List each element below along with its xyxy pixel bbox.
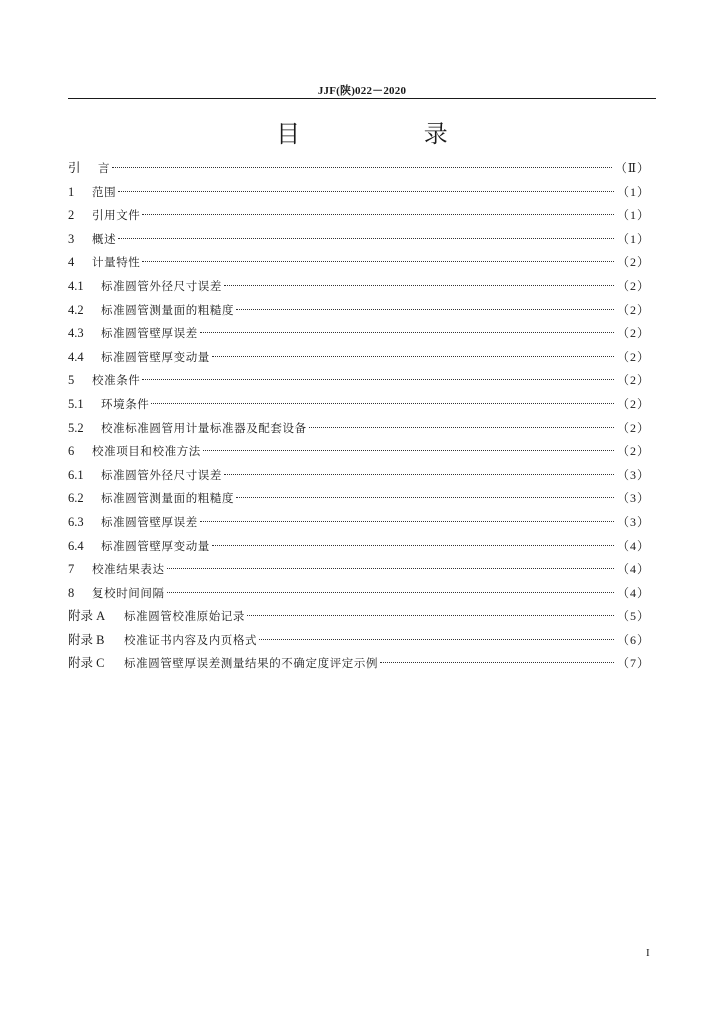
toc-dot-leader	[142, 214, 614, 215]
toc-entry-title: 标准圆管外径尺寸误差	[101, 467, 222, 482]
toc-entry-page: （1）	[616, 231, 650, 246]
toc-entry[interactable]	[68, 440, 650, 464]
toc-entry-number: 4.4	[68, 349, 84, 364]
toc-entry-title: 标准圆管外径尺寸误差	[101, 278, 222, 293]
toc-dot-leader	[380, 662, 614, 663]
toc-entry[interactable]	[68, 369, 650, 393]
toc-entry-number: 5	[68, 373, 75, 388]
toc-entry-page: （2）	[616, 302, 650, 317]
toc-entry-number: 6.3	[68, 514, 84, 529]
toc-entry-page: （6）	[616, 632, 650, 647]
toc-entry-page: （3）	[616, 514, 650, 529]
toc-entry-page: （7）	[616, 656, 650, 671]
toc-entry-title: 计量特性	[92, 255, 141, 270]
toc-entry-title: 标准圆管壁厚变动量	[101, 538, 210, 553]
toc-entry[interactable]	[68, 393, 650, 417]
toc-entry-number: 2	[68, 208, 75, 223]
toc-entry-title: 校准证书内容及内页格式	[124, 632, 258, 647]
toc-entry-page: （3）	[616, 491, 650, 506]
toc-entry-title: 引用文件	[92, 208, 141, 223]
toc-entry-page: （1）	[616, 184, 650, 199]
toc-entry-title: 标准圆管测量面的粗糙度	[101, 491, 235, 506]
toc-entry[interactable]	[68, 487, 650, 511]
page-title: 目 录	[276, 120, 506, 148]
toc-entry-title: 概述	[92, 231, 117, 246]
toc-entry-number: 7	[68, 562, 75, 577]
toc-entry-page: （5）	[616, 609, 650, 624]
toc-dot-leader	[142, 379, 614, 380]
toc-dot-leader	[200, 332, 614, 333]
toc-entry-title: 标准圆管校准原始记录	[124, 609, 245, 624]
toc-entry-number: 6.1	[68, 467, 84, 482]
toc-entry-title: 标准圆管壁厚变动量	[101, 349, 210, 364]
page-number: I	[646, 947, 650, 959]
toc-dot-leader	[236, 497, 614, 498]
toc-entry-page: （4）	[616, 538, 650, 553]
toc-dot-leader	[224, 474, 614, 475]
toc-entry-title: 标准圆管壁厚误差测量结果的不确定度评定示例	[124, 656, 379, 671]
toc-entry-page: （2）	[616, 255, 650, 270]
toc-entry-number: 4	[68, 255, 75, 270]
toc-entry-title: 复校时间间隔	[92, 585, 165, 600]
toc-dot-leader	[118, 238, 614, 239]
toc-entry-number: 附录 C	[68, 656, 105, 671]
toc-entry-title: 标准圆管壁厚误差	[101, 514, 198, 529]
toc-entry-page: （2）	[616, 420, 650, 435]
toc-entry[interactable]	[68, 652, 650, 676]
toc-entry[interactable]	[68, 346, 650, 370]
toc-dot-leader	[118, 191, 614, 192]
table-of-contents	[68, 157, 650, 676]
toc-dot-leader	[236, 309, 614, 310]
toc-dot-leader	[112, 167, 612, 168]
header-rule	[68, 98, 656, 99]
toc-entry[interactable]	[68, 322, 650, 346]
toc-entry-number: 引	[68, 161, 81, 175]
toc-entry-number: 6.2	[68, 491, 84, 506]
toc-entry[interactable]	[68, 181, 650, 205]
toc-entry[interactable]	[68, 251, 650, 275]
toc-entry-page: （2）	[616, 444, 650, 459]
toc-dot-leader	[203, 450, 614, 451]
toc-entry-title: 校准条件	[92, 373, 141, 388]
toc-entry-title: 范围	[92, 184, 117, 199]
toc-entry-number: 3	[68, 231, 75, 246]
toc-entry-number: 4.3	[68, 326, 84, 341]
toc-entry-page: （3）	[616, 467, 650, 482]
document-code: JJF(陕)022－2020	[317, 85, 407, 97]
toc-entry[interactable]	[68, 582, 650, 606]
toc-entry[interactable]	[68, 228, 650, 252]
toc-dot-leader	[212, 356, 614, 357]
toc-dot-leader	[167, 568, 614, 569]
toc-entry[interactable]	[68, 535, 650, 559]
toc-dot-leader	[212, 545, 614, 546]
toc-entry-number: 4.1	[68, 278, 84, 293]
toc-entry-page: （1）	[616, 208, 650, 223]
toc-entry-page: （2）	[616, 326, 650, 341]
toc-entry[interactable]	[68, 511, 650, 535]
toc-entry[interactable]	[68, 204, 650, 228]
toc-entry-title: 言	[98, 161, 111, 175]
toc-entry[interactable]	[68, 605, 650, 629]
toc-entry-number: 附录 A	[68, 609, 106, 624]
toc-entry-title: 标准圆管壁厚误差	[101, 326, 198, 341]
toc-entry[interactable]	[68, 464, 650, 488]
toc-entry-page: （2）	[616, 396, 650, 411]
toc-entry-number: 6.4	[68, 538, 84, 553]
toc-entry-title: 标准圆管测量面的粗糙度	[101, 302, 235, 317]
toc-entry-page: （2）	[616, 349, 650, 364]
toc-entry-page: （2）	[616, 278, 650, 293]
toc-entry[interactable]	[68, 629, 650, 653]
toc-dot-leader	[224, 285, 614, 286]
toc-entry-page: （4）	[616, 585, 650, 600]
toc-entry-number: 1	[68, 184, 75, 199]
toc-entry-title: 校准结果表达	[92, 562, 165, 577]
toc-entry[interactable]	[68, 417, 650, 441]
toc-entry-title: 环境条件	[101, 396, 150, 411]
toc-dot-leader	[259, 639, 614, 640]
toc-entry-number: 8	[68, 585, 75, 600]
toc-entry-number: 5.2	[68, 420, 84, 435]
toc-entry-number: 4.2	[68, 302, 84, 317]
toc-entry-page: （2）	[616, 373, 650, 388]
toc-entry-title: 校准标准圆管用计量标准器及配套设备	[101, 420, 307, 435]
toc-entry-title: 校准项目和校准方法	[92, 444, 201, 459]
toc-entry-number: 6	[68, 444, 75, 459]
toc-entry-page: （Ⅱ）	[614, 161, 650, 175]
toc-entry-page: （4）	[616, 562, 650, 577]
toc-entry[interactable]	[68, 299, 650, 323]
toc-dot-leader	[309, 427, 614, 428]
toc-dot-leader	[142, 261, 614, 262]
toc-dot-leader	[247, 615, 614, 616]
toc-entry[interactable]	[68, 558, 650, 582]
toc-dot-leader	[151, 403, 614, 404]
toc-dot-leader	[200, 521, 614, 522]
toc-entry[interactable]	[68, 157, 650, 181]
toc-entry[interactable]	[68, 275, 650, 299]
toc-entry-number: 5.1	[68, 396, 84, 411]
toc-dot-leader	[167, 592, 614, 593]
toc-entry-number: 附录 B	[68, 632, 105, 647]
